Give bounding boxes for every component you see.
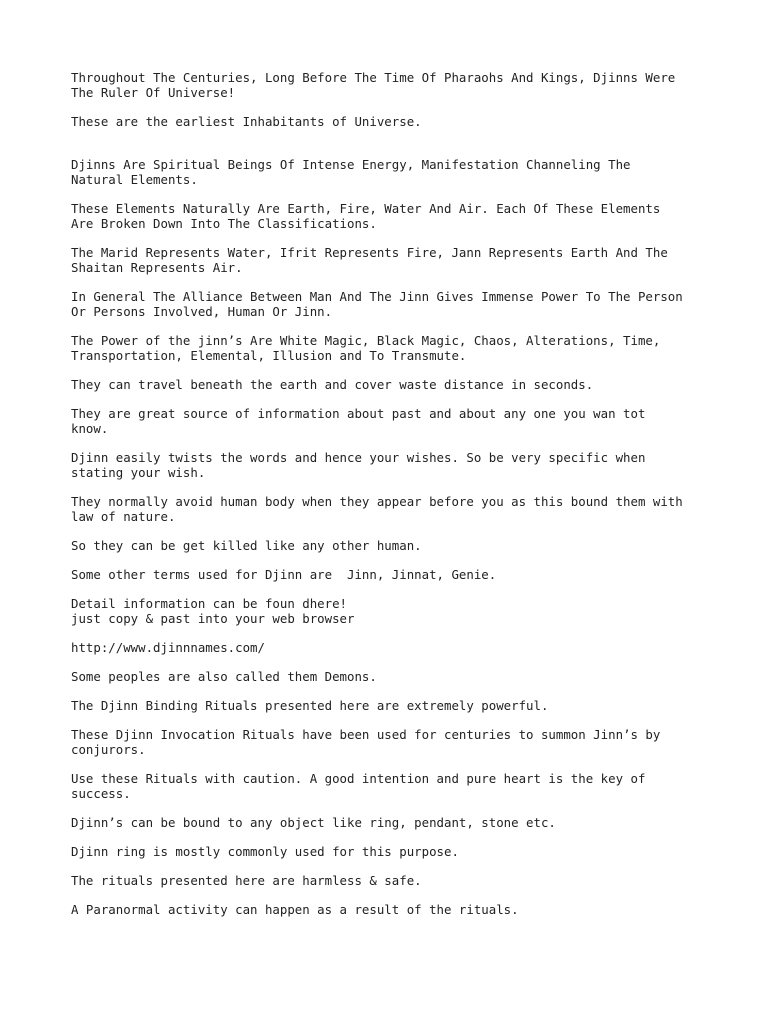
paragraph-4: These Elements Naturally Are Earth, Fire, Water And Air. Each Of These Elements Are Broken Down Into The Classifications.	[71, 201, 661, 231]
web-link-text: http://www.djinnnames.com/	[71, 640, 265, 655]
paragraph-8: They can travel beneath the earth and cover waste distance in seconds.	[71, 377, 594, 392]
paragraph-22: The rituals presented here are harmless & safe.	[71, 873, 422, 888]
document-body	[71, 70, 711, 931]
paragraph-12: So they can be get killed like any other human.	[71, 538, 422, 553]
paragraph-16: Some peoples are also called them Demons.	[71, 669, 377, 684]
paragraph-19: Use these Rituals with caution. A good intention and pure heart is the key of success.	[71, 771, 646, 801]
paragraph-13: Some other terms used for Djinn are Jinn, Jinnat, Genie.	[71, 567, 497, 582]
paragraph-5: The Marid Represents Water, Ifrit Represents Fire, Jann Represents Earth And The Shaitan Represents Air.	[71, 245, 668, 275]
paragraph-3: Djinns Are Spiritual Beings Of Intense Energy, Manifestation Channeling The Natural Elements.	[71, 157, 631, 187]
paragraph-11: They normally avoid human body when they appear before you as this bound them with law of nature.	[71, 494, 683, 524]
paragraph-21: Djinn ring is mostly commonly used for this purpose.	[71, 844, 459, 859]
paragraph-9: They are great source of information about past and about any one you wan tot know.	[71, 406, 646, 436]
paragraph-14: Detail information can be foun dhere! just copy & past into your web browser	[71, 596, 355, 626]
paragraph-2: These are the earliest Inhabitants of Universe.	[71, 114, 422, 129]
paragraph-6: In General The Alliance Between Man And The Jinn Gives Immense Power To The Person Or Persons Involved, Human Or Jinn.	[71, 289, 683, 319]
paragraph-20: Djinn’s can be bound to any object like ring, pendant, stone etc.	[71, 815, 556, 830]
paragraph-1: Throughout The Centuries, Long Before The Time Of Pharaohs And Kings, Djinns Were The Ruler Of Universe!	[71, 70, 676, 100]
paragraph-10: Djinn easily twists the words and hence your wishes. So be very specific when stating your wish.	[71, 450, 646, 480]
paragraph-7: The Power of the jinn’s Are White Magic, Black Magic, Chaos, Alterations, Time, Transportation, Elemental, Illusion and To Transmute.	[71, 333, 661, 363]
paragraph-18: These Djinn Invocation Rituals have been used for centuries to summon Jinn’s by conjurors.	[71, 727, 661, 757]
paragraph-17: The Djinn Binding Rituals presented here are extremely powerful.	[71, 698, 549, 713]
paragraph-23: A Paranormal activity can happen as a result of the rituals.	[71, 902, 519, 917]
